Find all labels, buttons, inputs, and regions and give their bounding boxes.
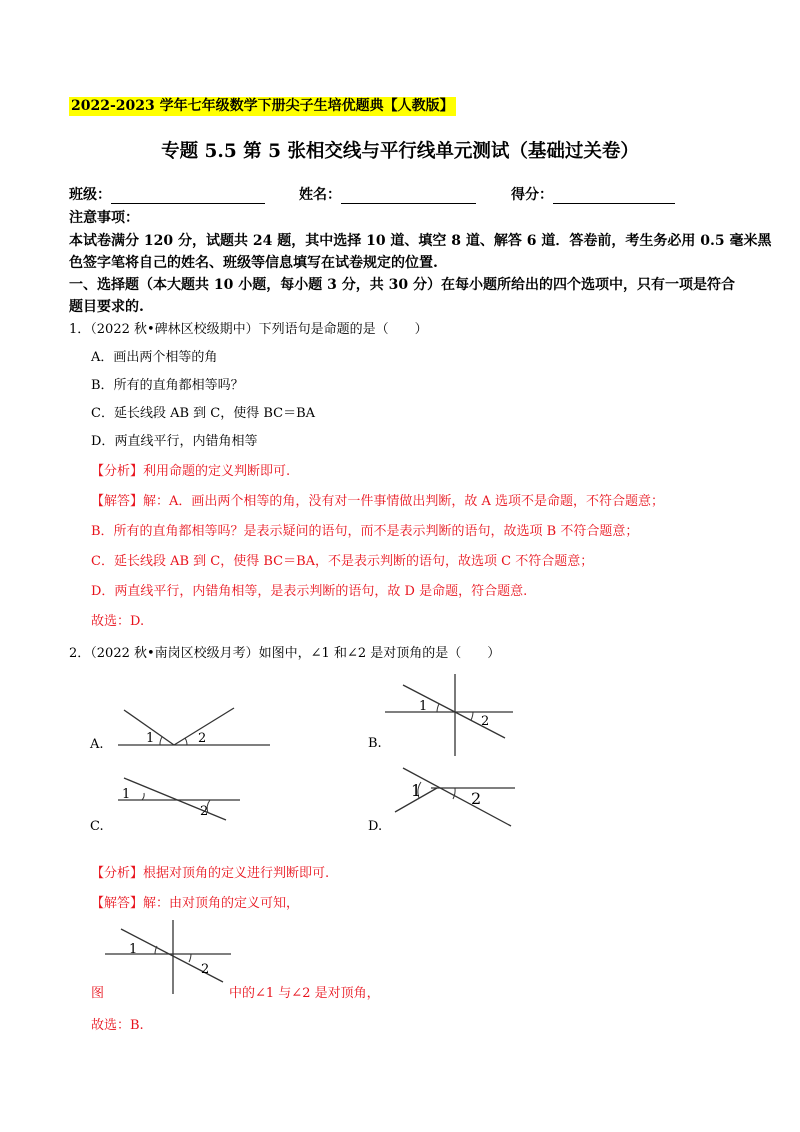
option-c-label: C. bbox=[90, 819, 104, 834]
angle-label-2: 2 bbox=[201, 962, 210, 977]
question-2-stem: 2．（2022 秋•南岗区校级月考）如图中，∠1 和∠2 是对顶角的是（ ） bbox=[69, 646, 501, 661]
notes-line-2: 色签字笔将自己的姓名、班级等信息填写在试卷规定的位置. bbox=[69, 255, 438, 271]
option-d-figure bbox=[365, 762, 525, 832]
angle-label-2: 2 bbox=[198, 731, 207, 746]
section-heading-line-1: 一、选择题（本大题共 10 小题，每小题 3 分，共 30 分）在每小题所给出的四个选项中，只有一项是符合 bbox=[69, 277, 735, 293]
question-1-solution-line-2: B．所有的直角都相等吗？是表示疑问的语句，而不是表示判断的语句，故选项 B 不符合题意； bbox=[91, 524, 639, 539]
score-blank bbox=[553, 189, 675, 204]
question-2-analysis: 【分析】根据对顶角的定义进行判断即可. bbox=[91, 866, 330, 881]
option-d-label: D. bbox=[368, 819, 383, 832]
question-1-answer: 故选：D. bbox=[91, 614, 145, 629]
question-1-stem: 1．（2022 秋•碑林区校级期中）下列语句是命题的是（ ） bbox=[69, 322, 428, 337]
angle-label-1: 1 bbox=[411, 781, 422, 800]
score-label: 得分： bbox=[511, 187, 553, 203]
angle-label-1: 1 bbox=[122, 787, 131, 802]
option-b-label: B. bbox=[368, 736, 382, 751]
question-1-option-b: B．所有的直角都相等吗？ bbox=[91, 378, 244, 393]
option-a-label: A. bbox=[90, 737, 104, 752]
question-1-solution-line-4: D．两直线平行，内错角相等，是表示判断的语句，故 D 是命题，符合题意. bbox=[91, 584, 528, 599]
solution-figure-word: 图 bbox=[91, 986, 105, 1001]
question-1-solution-line-3: C．延长线段 AB 到 C，使得 BC＝BA，不是表示判断的语句，故选项 C 不符合题意； bbox=[91, 554, 594, 569]
question-1-option-a: A．画出两个相等的角 bbox=[91, 350, 218, 365]
name-label: 姓名： bbox=[299, 187, 341, 203]
notes-heading: 注意事项： bbox=[69, 210, 139, 226]
class-blank bbox=[111, 189, 265, 204]
angle-label-1: 1 bbox=[419, 699, 428, 714]
question-2-answer: 故选：B. bbox=[91, 1018, 144, 1033]
question-1-option-d: D．两直线平行，内错角相等 bbox=[91, 434, 258, 449]
question-1-solution-line-1: 【解答】解：A．画出两个相等的角，没有对一件事情做出判断，故 A 选项不是命题，不符合题意； bbox=[91, 494, 665, 509]
solution-figure-text: 中的∠1 与∠2 是对顶角， bbox=[229, 986, 380, 1001]
option-a-figure bbox=[86, 700, 286, 760]
option-b-figure bbox=[365, 672, 525, 762]
option-c-figure bbox=[86, 770, 256, 834]
name-field bbox=[299, 184, 476, 204]
angle-label-2: 2 bbox=[481, 714, 490, 729]
notes-line-1: 本试卷满分 120 分，试题共 24 题，其中选择 10 道、填空 8 道、解答 6 道．答卷前，考生务必用 0.5 毫米黑 bbox=[69, 233, 772, 249]
angle-label-1: 1 bbox=[129, 942, 138, 957]
section-heading-line-2: 题目要求的. bbox=[69, 299, 144, 315]
class-field bbox=[69, 184, 265, 204]
name-blank bbox=[341, 189, 476, 204]
class-label: 班级： bbox=[69, 187, 111, 203]
question-2-solution-intro: 【解答】解：由对顶角的定义可知， bbox=[91, 896, 300, 911]
angle-label-2: 2 bbox=[200, 804, 209, 819]
angle-label-1: 1 bbox=[146, 731, 155, 746]
angle-label-2: 2 bbox=[471, 789, 482, 808]
question-1-option-c: C．延长线段 AB 到 C，使得 BC＝BA bbox=[91, 406, 316, 421]
page-title: 专题 5.5 第 5 张相交线与平行线单元测试（基础过关卷） bbox=[161, 141, 639, 162]
question-1-analysis: 【分析】利用命题的定义判断即可. bbox=[91, 464, 291, 479]
score-field bbox=[511, 184, 675, 204]
series-title: 2022-2023 学年七年级数学下册尖子生培优题典【人教版】 bbox=[71, 98, 454, 114]
solution-figure bbox=[95, 918, 235, 996]
